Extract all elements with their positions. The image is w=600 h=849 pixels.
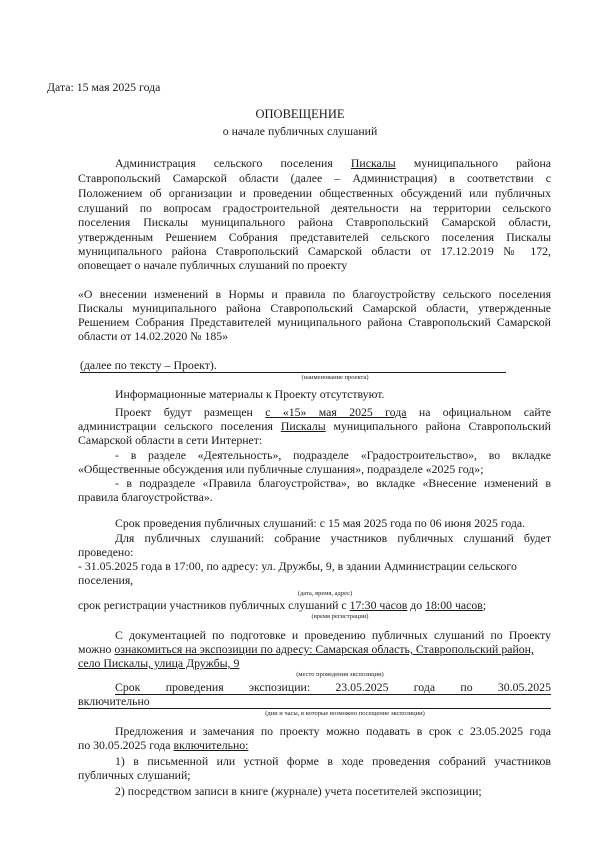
exposition-line-2 — [78, 642, 534, 657]
exposition-address: ознакомиться на экспозиции по адресу: Самарская область, Ставропольский район, — [114, 642, 534, 656]
exposition-term-caption: (дни и часы, в которые возможно посещение экспозиции) — [265, 710, 425, 717]
document-subtitle: о начале публичных слушаний — [222, 124, 378, 138]
settlement-name: Пискалы — [280, 419, 326, 433]
date-line: Дата: 15 мая 2025 года — [47, 80, 161, 94]
placement-text: на официальном сайте — [418, 405, 552, 419]
placement-bullet-2-line-1: - в подразделе «Правила благоустройства», во вкладке «Внесение изменений в — [115, 476, 551, 490]
exposition-caption: (место проведения экспозиции) — [296, 671, 384, 678]
meeting-caption: (дата, время, адрес) — [297, 590, 353, 597]
proposals-item-1-line-2: публичных слушаний; — [78, 768, 191, 782]
exposition-term-line-2: включительно — [78, 694, 150, 708]
intro-text: муниципального района — [413, 156, 552, 170]
project-line-1: «О внесении изменений в Нормы и правила по благоустройству сельского поселения — [78, 287, 551, 301]
placement-bullet-1-line-2: «Общественные обсуждения или публичные слушания», подразделе «2025 год»; — [78, 462, 484, 476]
exposition-term-text: по — [460, 680, 473, 694]
registration-text: ; — [482, 598, 487, 612]
registration-start: 17:30 часов — [349, 598, 408, 612]
placement-text: Проект будут размещен — [115, 405, 253, 419]
proposals-item-1-line-1: 1) в письменной или устной форме в ходе проведения собраний участников — [115, 754, 551, 768]
exposition-end-date: 30.05.2025 — [497, 680, 551, 694]
project-line-4: области от 14.02.2020 № 185» — [78, 329, 229, 343]
project-reference-line — [80, 372, 506, 373]
exposition-term-text: проведения — [165, 680, 224, 694]
project-reference: (далее по тексту – Проект). — [80, 358, 217, 372]
placement-bullet-1-line-1: - в разделе «Деятельность», подразделе «Градостроительство», во вкладке — [115, 448, 551, 462]
meeting-line-1: Для публичных слушаний: собрание участников публичных слушаний будет — [115, 531, 551, 545]
proposals-line-2 — [78, 738, 248, 753]
placement-line-2 — [78, 419, 551, 434]
meeting-line-3: - 31.05.2025 года в 17:00, по адресу: ул. Дружбы, 9, в здании Администрации сельского — [78, 559, 517, 573]
registration-text: до — [410, 598, 423, 612]
exposition-term-text: года — [413, 680, 436, 694]
placement-text: муниципального района Ставропольский — [333, 419, 551, 433]
intro-line-7: муниципального района Ставропольский Самарской области от 17.12.2019 № 172, — [78, 244, 551, 258]
settlement-name: Пискалы — [350, 156, 396, 170]
proposals-text: по 30.05.2025 года — [78, 738, 171, 752]
registration-end: 18:00 часов — [425, 598, 483, 612]
exposition-line-3: село Пискалы, улица Дружбы, 9 — [78, 656, 240, 670]
project-reference-caption: (наименование проекта) — [301, 374, 369, 381]
placement-line-1 — [115, 405, 551, 420]
intro-line-2: Ставропольский Самарской области (далее – Администрация) в соответствии с — [78, 171, 551, 185]
exposition-term-underline — [115, 694, 551, 695]
registration-line — [78, 598, 486, 613]
exposition-term-text: экспозиции: — [248, 680, 311, 694]
placement-text: администрации сельского поселения — [78, 419, 273, 433]
intro-line-4: слушаний по вопросам градостроительной деятельности на территории сельского — [78, 201, 551, 215]
hearing-term: Срок проведения публичных слушаний: с 15 мая 2025 года по 06 июня 2025 года. — [115, 516, 526, 530]
exposition-text: можно — [78, 642, 112, 656]
placement-bullet-2-line-2: правила благоустройства». — [78, 490, 213, 504]
exposition-term-line-1 — [115, 680, 551, 695]
placement-line-3: Самарской области в сети Интернет: — [78, 433, 263, 447]
registration-caption: (время регистрации) — [311, 613, 369, 620]
intro-line-1 — [115, 156, 551, 171]
meeting-line-4: поселения, — [78, 573, 134, 587]
intro-line-8: оповещает о начале публичных слушаний по проекту — [78, 258, 348, 272]
proposals-item-2: 2) посредством записи в книге (журнале) учета посетителей экспозиции; — [115, 784, 482, 798]
intro-line-5: поселения Пискалы муниципального района Ставропольский Самарской области, — [78, 215, 551, 229]
proposals-inclusive: включительно: — [173, 738, 249, 752]
placement-date: с «15» мая 2025 года — [265, 405, 407, 419]
intro-text: Администрация сельского поселения — [115, 156, 333, 170]
intro-line-3: Положением об организации и проведении общественных обсуждений или публичных — [78, 186, 551, 200]
meeting-line-2: проведено: — [78, 545, 134, 559]
intro-line-6: утвержденным Решением Собрания представителей сельского поселения Пискалы — [78, 230, 551, 244]
project-line-2: Пискалы муниципального района Ставропольский Самарской области, утвержденные — [78, 301, 551, 315]
registration-text: срок регистрации участников публичных слушаний с — [78, 598, 347, 612]
document-title: ОПОВЕЩЕНИЕ — [255, 107, 345, 121]
exposition-term-text: Срок — [115, 680, 141, 694]
proposals-line-1: Предложения и замечания по проекту можно подавать в срок с 23.05.2025 года — [115, 724, 551, 738]
exposition-term-underline-2 — [78, 708, 551, 709]
exposition-start-date: 23.05.2025 — [335, 680, 389, 694]
project-line-3: Решением Собрания Представителей муниципального района Ставропольский Самарской — [78, 315, 551, 329]
info-materials: Информационные материалы к Проекту отсутствуют. — [115, 387, 385, 401]
exposition-line-1: С документацией по подготовке и проведению публичных слушаний по Проекту — [115, 628, 551, 642]
